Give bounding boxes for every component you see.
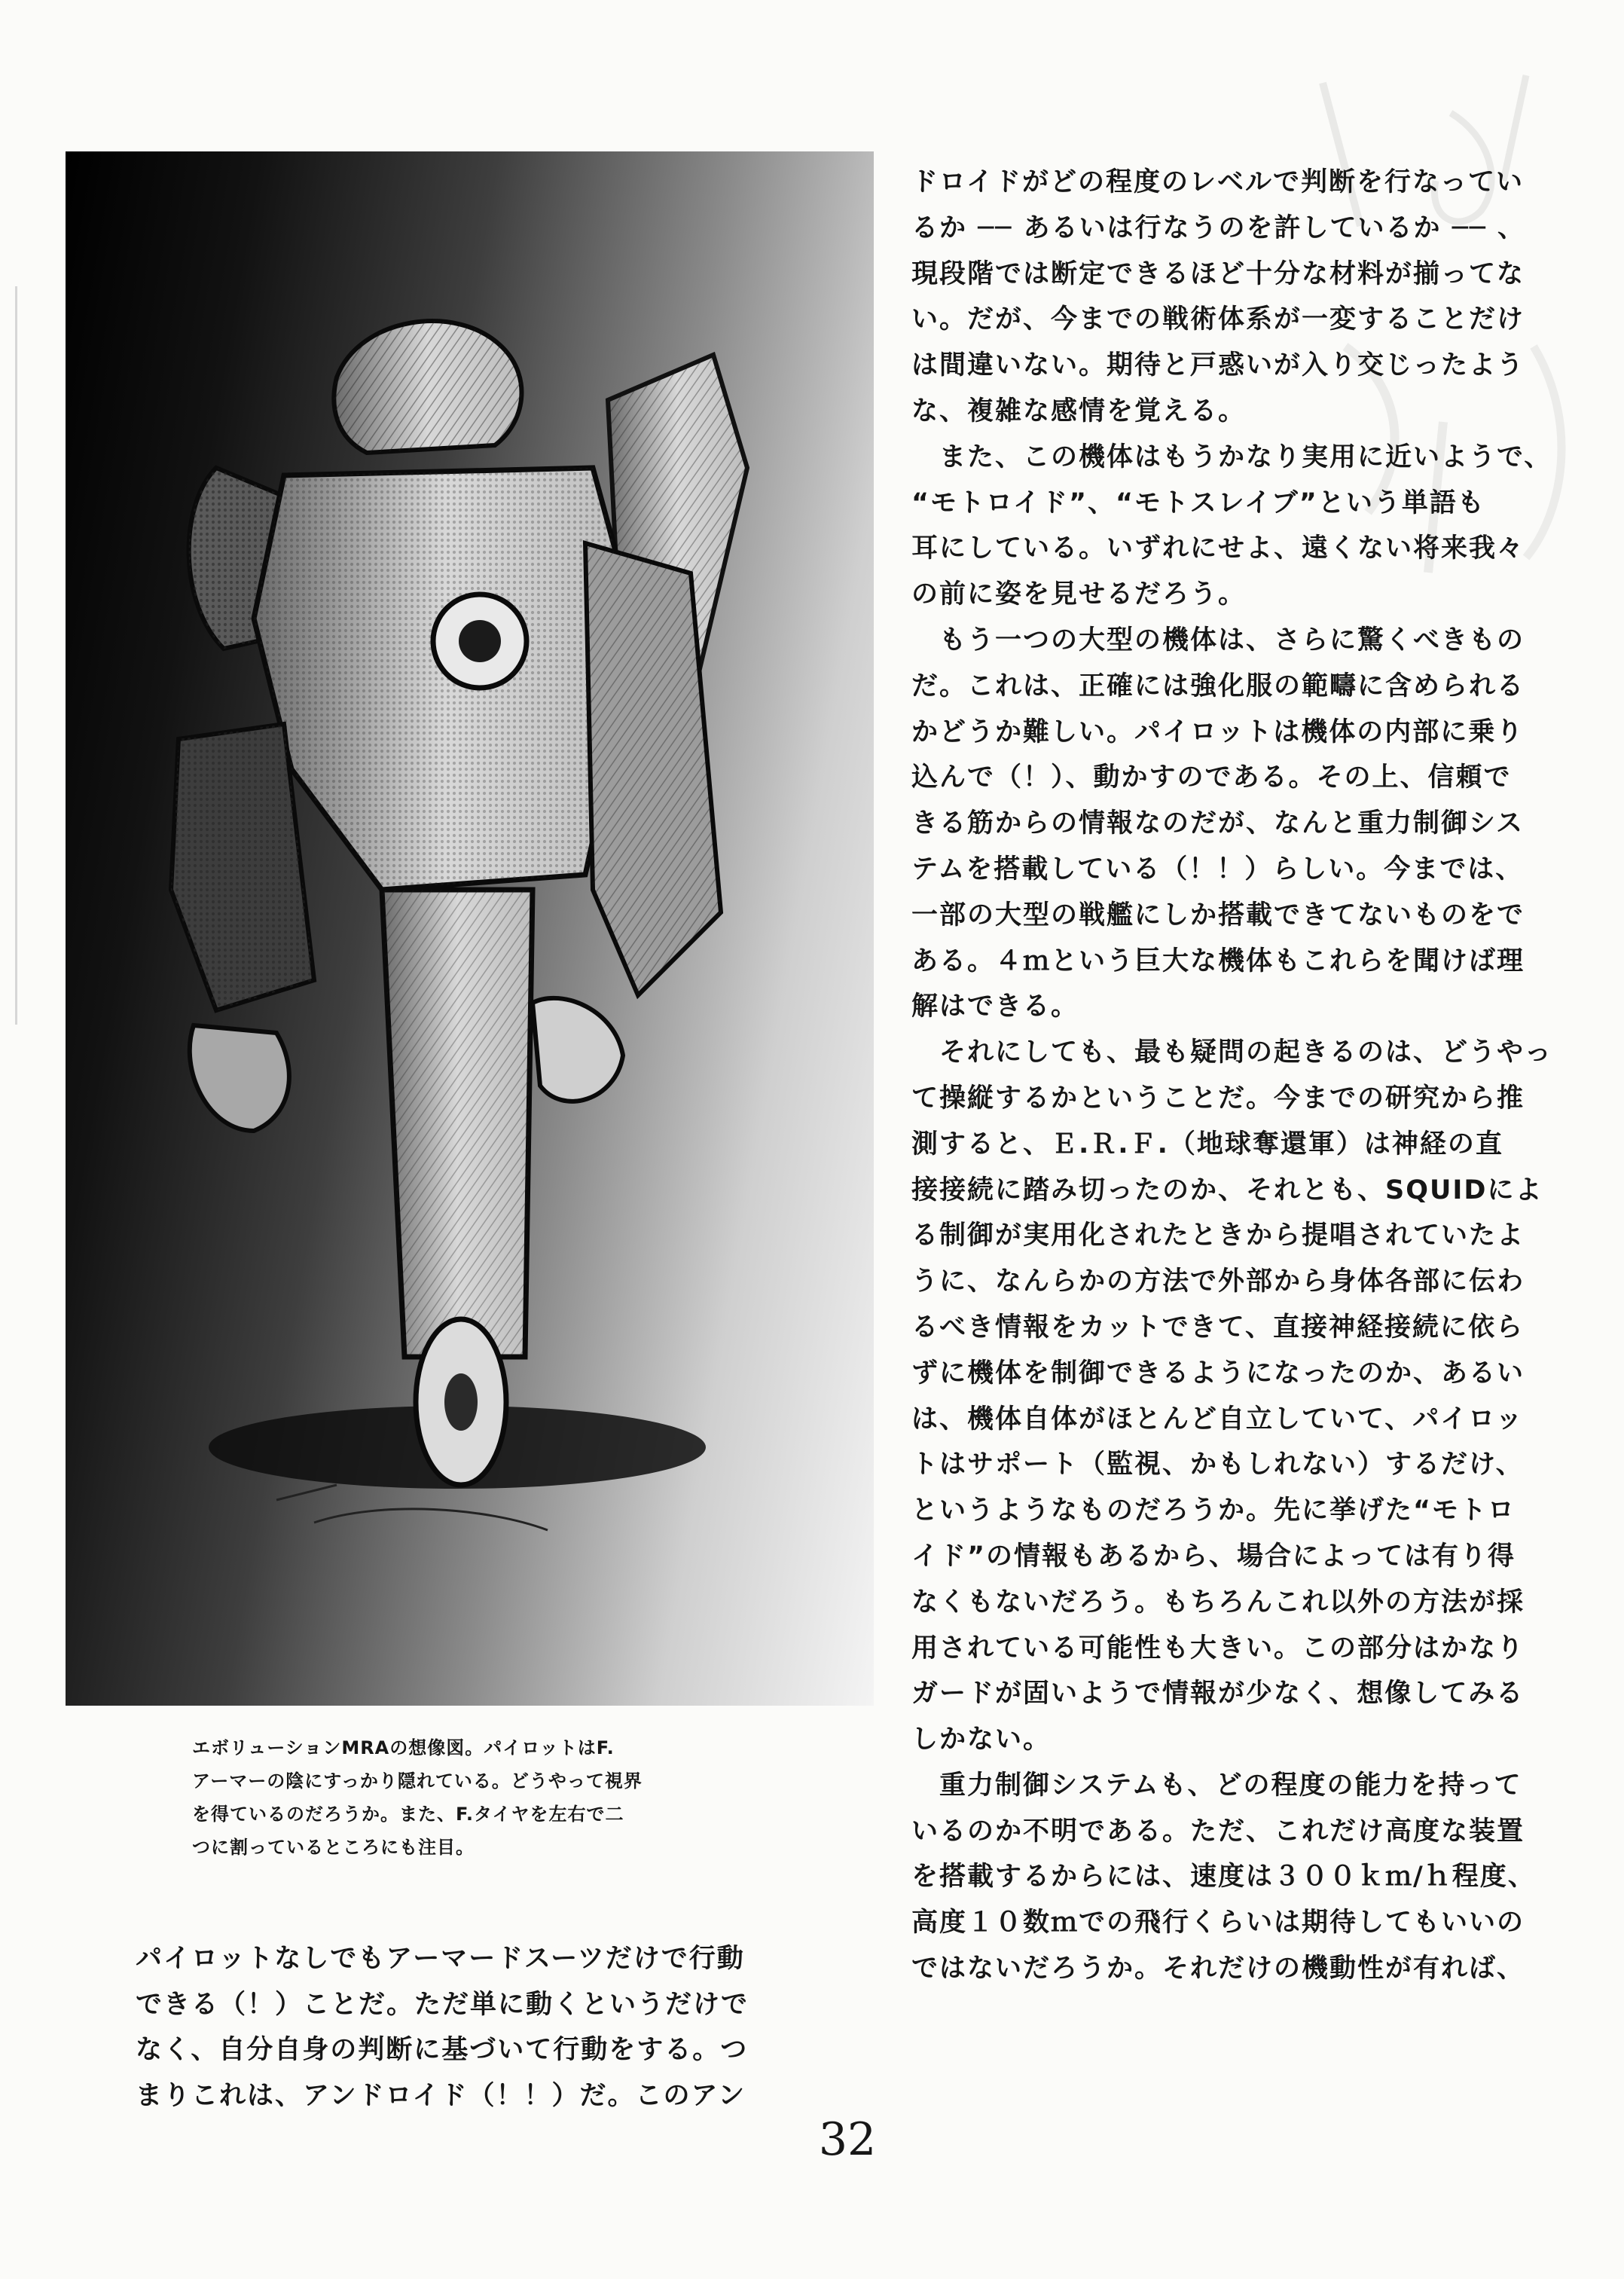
text-line: かどうか難しい。パイロットは機体の内部に乗り (911, 716, 1525, 747)
mecha-illustration (66, 151, 874, 1706)
caption-line: つに割っているところにも注目。 (192, 1837, 475, 1858)
figure-caption (192, 1731, 862, 1864)
page-number: 32 (818, 2113, 877, 2166)
text-line: いるのか不明である。ただ、これだけ高度な装置 (911, 1816, 1525, 1847)
text-line: しかない。 (911, 1725, 1052, 1755)
text-line: は間違いない。期待と戸惑いが入り交じったよう (911, 350, 1525, 381)
text-line: もう一つの大型の機体は、さらに驚くべきもの (911, 625, 1525, 655)
text-line: 測すると、Ｅ.Ｒ.Ｆ.（地球奪還軍）は神経の直 (911, 1129, 1503, 1159)
caption-line: アーマーの陰にすっかり隠れている。どうやって視界 (192, 1770, 643, 1792)
text-line: トはサポート（監視、かもしれない）するだけ、 (911, 1450, 1524, 1480)
text-line: 重力制御システムも、どの程度の能力を持って (911, 1770, 1522, 1801)
text-line: 耳にしている。いずれにせよ、遠くない将来我々 (911, 533, 1525, 564)
text-line: ある。４ｍという巨大な機体もこれらを聞けば理 (911, 946, 1525, 976)
text-line: きる筋からの情報なのだが、なんと重力制御シス (911, 808, 1524, 839)
text-line: ガードが固いようで情報が少なく、想像してみる (911, 1679, 1525, 1709)
text-line: るべき情報をカットできて、直接神経接続に依ら (911, 1312, 1524, 1343)
text-line: 込んで（！）、動かすのである。その上、信頼で (911, 762, 1512, 793)
text-line: ドロイドがどの程度のレベルで判断を行なってい (911, 167, 1524, 197)
text-line: パイロットなしでもアーマードスーツだけで行動 (136, 1944, 745, 1974)
text-line: できる（！）ことだ。ただ単に動くというだけで (136, 1989, 749, 2020)
text-line: て操縦するかということだ。今までの研究から推 (911, 1083, 1525, 1114)
text-line: 一部の大型の戦艦にしか搭載できてないものをで (911, 900, 1525, 930)
text-line: な、複雑な感情を覚える。 (911, 396, 1247, 426)
text-line: の前に姿を見せるだろう。 (911, 579, 1247, 610)
text-line: というようなものだろうか。先に挙げた“モトロ (911, 1495, 1516, 1526)
right-column-text (911, 160, 1589, 1992)
text-line: まりこれは、アンドロイド（！！）だ。このアン (136, 2080, 746, 2111)
text-line: 高度１０数ｍでの飛行くらいは期待してもいいの (911, 1908, 1525, 1938)
text-line: 現段階では断定できるほど十分な材料が揃ってな (911, 258, 1525, 289)
text-line: ずに機体を制御できるようになったのか、あるい (911, 1358, 1525, 1388)
text-line: また、この機体はもうかなり実用に近いようで、 (911, 441, 1552, 472)
text-line: 解はできる。 (911, 991, 1079, 1022)
text-line: テムを搭載している（！！）らしい。今までは、 (911, 854, 1524, 884)
text-line: 用されている可能性も大きい。この部分はかなり (911, 1633, 1525, 1663)
scan-margin-rule (15, 286, 17, 1025)
mecha-drawing (66, 151, 874, 1706)
text-line: る制御が実用化されたときから提唱されていたよ (911, 1220, 1525, 1251)
text-line: い。だが、今までの戦術体系が一変することだけ (911, 304, 1525, 335)
text-line: なく、自分自身の判断に基づいて行動をする。つ (136, 2035, 749, 2065)
text-line: 接接続に踏み切ったのか、それとも、SQUIDによ (911, 1175, 1543, 1205)
caption-line: を得ているのだろうか。また、F.タイヤを左右で二 (192, 1804, 624, 1825)
text-line: “モトロイド”、“モトスレイブ”という単語も (911, 487, 1485, 518)
caption-line: エボリューションMRAの想像図。パイロットはF. (192, 1737, 615, 1758)
text-line: を搭載するからには、速度は３００ｋｍ/ｈ程度、 (911, 1862, 1536, 1893)
text-line: ではないだろうか。それだけの機動性が有れば、 (911, 1954, 1525, 1984)
text-line: イド”の情報もあるから、場合によっては有り得 (911, 1541, 1516, 1572)
text-line: るか ── あるいは行なうのを許しているか ── 、 (911, 212, 1526, 243)
left-column-text (136, 1936, 814, 2119)
text-line: それにしても、最も疑問の起きるのは、どうやっ (911, 1037, 1553, 1068)
text-line: だ。これは、正確には強化服の範疇に含められる (911, 671, 1525, 701)
text-line: なくもないだろう。もちろんこれ以外の方法が採 (911, 1587, 1525, 1618)
text-line: うに、なんらかの方法で外部から身体各部に伝わ (911, 1266, 1525, 1297)
text-line: は、機体自体がほとんど自立していて、パイロッ (911, 1404, 1524, 1434)
